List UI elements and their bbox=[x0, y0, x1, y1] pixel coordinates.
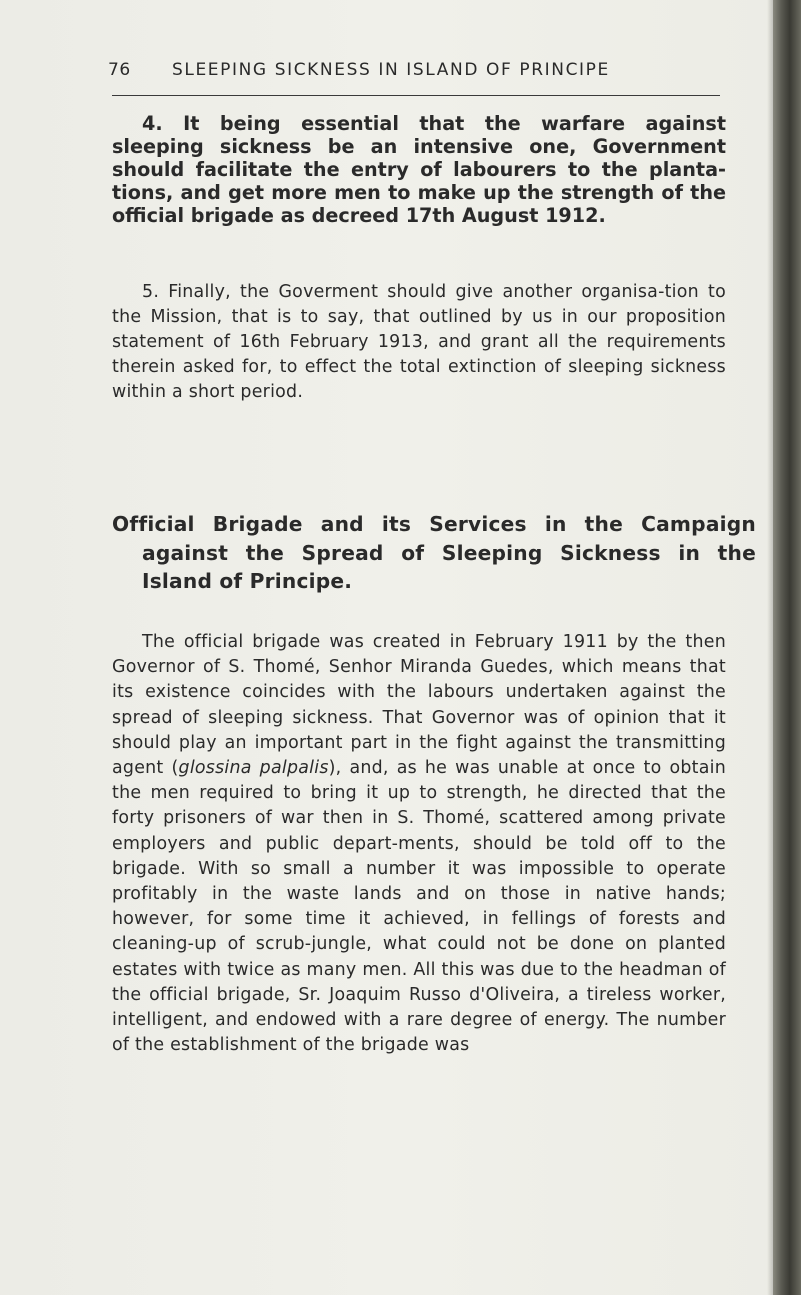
paragraph-item-4: 4. It being essential that the warfare against sleeping sickness be an intensive one, Government should facilitate the entry of labourers to the planta-tions, and get more men to make up the strength of the official brigade as decreed 17th August 1912. bbox=[112, 112, 726, 227]
page-number: 76 bbox=[108, 60, 131, 80]
running-title: SLEEPING SICKNESS IN ISLAND OF PRINCIPE bbox=[172, 60, 610, 80]
section-heading: Official Brigade and its Services in the Campaign against the Spread of Sleeping Sickness in the Island of Principe. bbox=[112, 512, 756, 593]
body-text-part-2: ), and, as he was unable at once to obtain the men required to bring it up to strength, he directed that the forty prisoners of war then in S. Thomé, scattered among private employers and public depart-ments, should be told off to the brigade. With so small a number it was impossible to operate profitably in the waste lands and on those in native hands; however, for some time it achieved, in fellings of forests and cleaning-up of scrub-jungle, what could not be done on planted estates with twice as many men. All this was due to the headman of the official brigade, Sr. Joaquim Russo d'Oliveira, a tireless worker, intelligent, and endowed with a rare degree of energy. The number of the establishment of the brigade was bbox=[112, 758, 726, 1056]
header-rule bbox=[112, 95, 720, 96]
species-name: glossina palpalis bbox=[178, 758, 329, 779]
paragraph-item-5: 5. Finally, the Goverment should give another organisa-tion to the Mission, that is to say, that outlined by us in our proposition statement of 16th February 1913, and grant all the requirements therein asked for, to effect the total extinction of sleeping sickness within a short period. bbox=[112, 282, 726, 402]
book-binding-edge bbox=[773, 0, 801, 1295]
body-text-part-1: The official brigade was created in February 1911 by the then Governor of S. Thomé, Senhor Miranda Guedes, which means that its existence coincides with the labours undertaken against the spread of sleeping sickness. That Governor was of opinion that it should play an important part in the fight against the transmitting agent ( bbox=[112, 632, 726, 779]
page-header bbox=[108, 60, 718, 92]
section-body bbox=[112, 630, 726, 1058]
